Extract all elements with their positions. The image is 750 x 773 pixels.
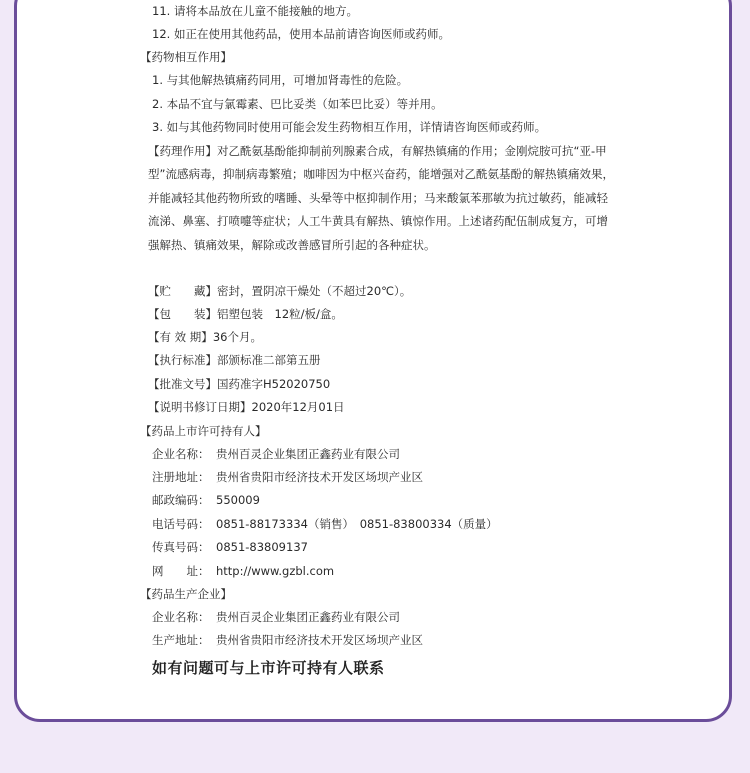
manufacturer-field-value: 贵州省贵阳市经济技术开发区场坝产业区 (216, 633, 423, 647)
storage-label: 【贮 藏】 (148, 284, 217, 298)
pharmacology-text: 对乙酰氨基酚能抑制前列腺素合成，有解热镇痛的作用；金刚烷胺可抗“亚-甲型”流感病毒，抑制病毒繁殖；咖啡因为中枢兴奋药，能增强对乙酰氨基酚的解热镇痛效果，并能减轻其他药物所致的嗜睡、头晕等中枢抑制作用；马来酸氯苯那敏为抗过敏药，能减轻流涕、鼻塞、打喷嚏等症状；人工牛黄具有解热、镇惊作用。上述诸药配伍制成复方，可增强解热、镇痛效果，解除或改善感冒所引起的各种症状。 (148, 144, 614, 252)
holder-field-label: 邮政编码： (152, 493, 210, 507)
approval-value: 国药准字H52020750 (217, 377, 331, 391)
holder-field-label: 网 址： (152, 564, 210, 578)
package-label: 【包 装】 (148, 307, 217, 321)
manufacturer-field (152, 606, 400, 629)
precaution-item: 11. 请将本品放在儿童不能接触的地方。 (152, 4, 358, 18)
holder-field (152, 536, 308, 559)
standard-value: 部颁标准二部第五册 (217, 353, 321, 367)
holder-field-label: 电话号码： (152, 517, 210, 531)
approval-label: 【批准文号】 (148, 377, 217, 391)
interaction-item: 3. 如与其他药物同时使用可能会发生药物相互作用，详情请咨询医师或药师。 (152, 120, 547, 134)
website-link[interactable]: http://www.gzbl.com (216, 564, 335, 578)
storage-value: 密封，置阴凉干燥处（不超过20℃）。 (217, 284, 412, 298)
standard-label: 【执行标准】 (148, 353, 217, 367)
manufacturer-field-value: 贵州百灵企业集团正鑫药业有限公司 (216, 610, 400, 624)
validity-row (148, 326, 262, 349)
interaction-item: 2. 本品不宜与氯霉素、巴比妥类（如苯巴比妥）等并用。 (152, 97, 443, 111)
package-value: 铝塑包装 12粒/板/盒。 (217, 307, 343, 321)
holder-heading: 【药品上市许可持有人】 (140, 424, 267, 438)
holder-field (152, 560, 334, 583)
holder-field-label: 传真号码： (152, 540, 210, 554)
manufacturer-heading: 【药品生产企业】 (140, 587, 232, 601)
holder-field (152, 443, 400, 466)
revision-date-row (148, 396, 345, 419)
holder-field-value: 贵州百灵企业集团正鑫药业有限公司 (216, 447, 400, 461)
revision-date-label: 【说明书修订日期】 (148, 400, 252, 414)
validity-label: 【有 效 期】 (148, 330, 213, 344)
holder-field-value: 贵州省贵阳市经济技术开发区场坝产业区 (216, 470, 423, 484)
holder-field-value: 0851-88173334（销售） 0851-83800334（质量） (216, 517, 498, 531)
package-row (148, 303, 343, 326)
holder-field (152, 466, 423, 489)
manufacturer-field (152, 629, 423, 652)
holder-field (152, 489, 260, 512)
manufacturer-field-label: 企业名称： (152, 610, 210, 624)
validity-value: 36个月。 (212, 330, 262, 344)
pharmacology-section (148, 140, 618, 257)
pharmacology-label: 【药理作用】 (148, 144, 217, 158)
interaction-heading: 【药物相互作用】 (140, 50, 232, 64)
holder-field-label: 企业名称： (152, 447, 210, 461)
holder-field-label: 注册地址： (152, 470, 210, 484)
holder-field-value: 550009 (216, 493, 260, 507)
holder-field (152, 513, 498, 536)
interaction-item: 1. 与其他解热镇痛药同用，可增加肾毒性的危险。 (152, 73, 409, 87)
storage-row (148, 280, 411, 303)
approval-row (148, 373, 330, 396)
precaution-item: 12. 如正在使用其他药品，使用本品前请咨询医师或药师。 (152, 27, 450, 41)
standard-row (148, 349, 321, 372)
contact-note: 如有问题可与上市许可持有人联系 (152, 659, 385, 677)
revision-date-value: 2020年12月01日 (251, 400, 345, 414)
holder-field-value: 0851-83809137 (216, 540, 308, 554)
manufacturer-field-label: 生产地址： (152, 633, 210, 647)
